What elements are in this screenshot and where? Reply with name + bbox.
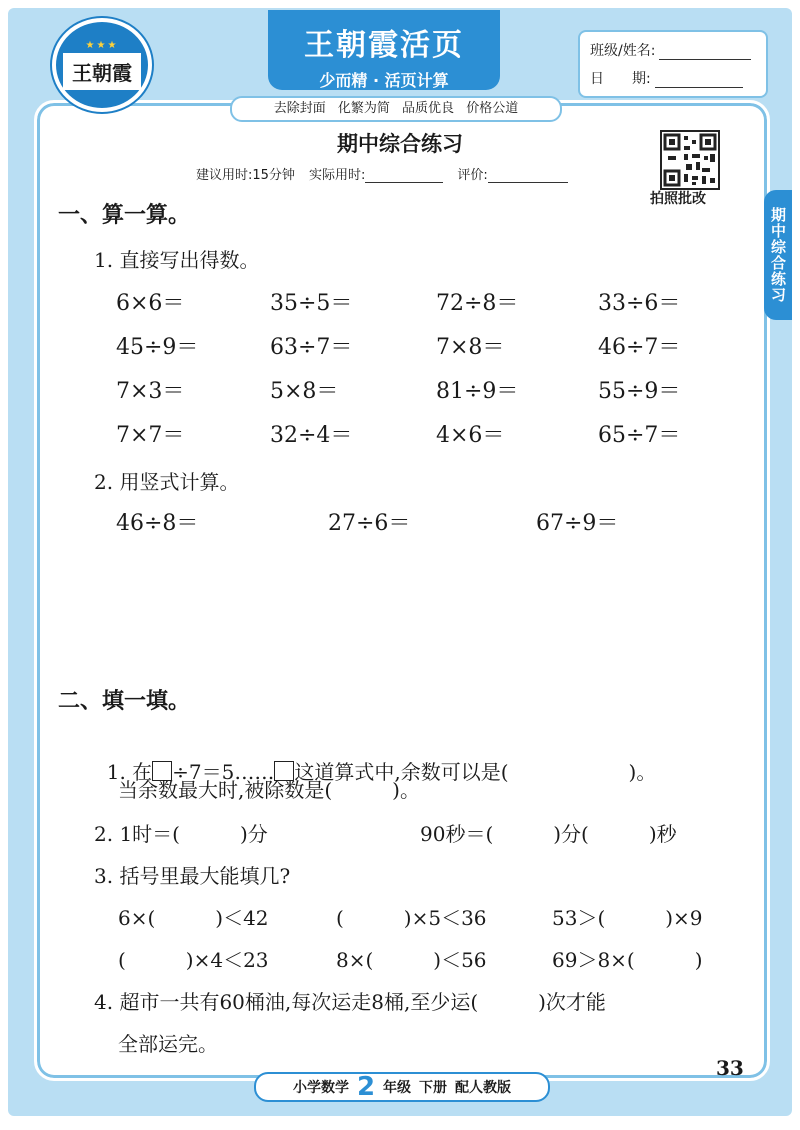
equation: 7×7＝ [116, 423, 185, 448]
question-2-3: 3. 括号里最大能填几? [94, 864, 291, 888]
question-1-1: 1. 直接写出得数。 [94, 248, 260, 272]
date-field[interactable] [655, 73, 743, 88]
inequality: ( )×5＜36 [336, 906, 487, 930]
equation: 81÷9＝ [436, 379, 519, 404]
evaluation-field[interactable] [488, 170, 568, 183]
slogan: 去除封面 化繁为简 品质优良 价格公道 [230, 96, 562, 122]
inequality: ( )×4＜23 [118, 948, 269, 972]
equation: 33÷6＝ [598, 291, 681, 316]
inequality: 8×( )＜56 [336, 948, 487, 972]
publisher-logo [52, 18, 152, 112]
evaluation-label: 评价: [457, 168, 488, 183]
footer-subject: 小学数学 [292, 1080, 349, 1096]
section-1-heading: 一、算一算。 [58, 203, 191, 228]
equation: 7×8＝ [436, 335, 505, 360]
footer-badge [254, 1072, 550, 1102]
side-tab: 期中综合练习 [764, 190, 792, 320]
q2-1-prefix: 1. 在 [106, 760, 153, 784]
brand-title: 王朝霞活页 [304, 28, 464, 63]
question-2-2-b: 90秒＝( )分( )秒 [420, 822, 677, 846]
class-name-field[interactable] [659, 45, 751, 60]
equation: 32÷4＝ [270, 423, 353, 448]
inequality: 6×( )＜42 [118, 906, 269, 930]
equation: 65÷7＝ [598, 423, 681, 448]
page-title: 期中综合练习 [337, 132, 463, 156]
date-row [590, 68, 743, 88]
question-2-2-a: 2. 1时＝( )分 [94, 822, 268, 846]
equation: 4×6＝ [436, 423, 505, 448]
class-name-label: 班级/姓名: [590, 43, 656, 59]
brand-banner [268, 10, 500, 90]
equation: 55÷9＝ [598, 379, 681, 404]
equation: 6×6＝ [116, 291, 185, 316]
suggested-time: 建议用时:15分钟 [196, 168, 295, 183]
qr-code-icon[interactable] [660, 130, 720, 190]
stars-icon: ★★★ [85, 40, 119, 51]
page-number: 33 [716, 1056, 744, 1080]
question-2-4-b: 全部运完。 [118, 1032, 218, 1056]
question-2-1-b: 当余数最大时,被除数是( )。 [118, 778, 420, 802]
inequality: 69＞8×( ) [552, 948, 703, 972]
actual-time-label: 实际用时: [308, 168, 366, 183]
date-label: 日 期: [590, 71, 651, 87]
actual-time-field[interactable] [365, 170, 443, 183]
logo-text: 王朝霞 [63, 53, 141, 90]
question-2-4: 4. 超市一共有60桶油,每次运走8桶,至少运( )次才能 [94, 990, 606, 1014]
footer-grade-number: 2 [356, 1072, 376, 1102]
question-1-2: 2. 用竖式计算。 [94, 470, 240, 494]
equation: 45÷9＝ [116, 335, 199, 360]
equation: 5×8＝ [270, 379, 339, 404]
vertical-calc: 27÷6＝ [328, 511, 411, 536]
q2-1-suffix: 这道算式中,余数可以是( )。 [294, 760, 657, 784]
brand-subtitle: 少而精 · 活页计算 [319, 71, 449, 90]
time-row [196, 164, 568, 183]
equation: 46÷7＝ [598, 335, 681, 360]
equation: 72÷8＝ [436, 291, 519, 316]
vertical-calc: 67÷9＝ [536, 511, 619, 536]
q2-1-middle: ÷7＝5…… [172, 760, 275, 784]
equation: 7×3＝ [116, 379, 185, 404]
inequality: 53＞( )×9 [552, 906, 703, 930]
section-2-heading: 二、填一填。 [58, 689, 191, 714]
footer-grade: 年级 [383, 1080, 412, 1096]
equation: 63÷7＝ [270, 335, 353, 360]
student-info-box [578, 30, 768, 98]
equation: 35÷5＝ [270, 291, 353, 316]
qr-label: 拍照批改 [650, 191, 706, 207]
vertical-calc: 46÷8＝ [116, 511, 199, 536]
footer-term: 下册 [419, 1080, 448, 1096]
class-name-row [590, 40, 751, 60]
footer-edition: 配人教版 [455, 1080, 512, 1096]
